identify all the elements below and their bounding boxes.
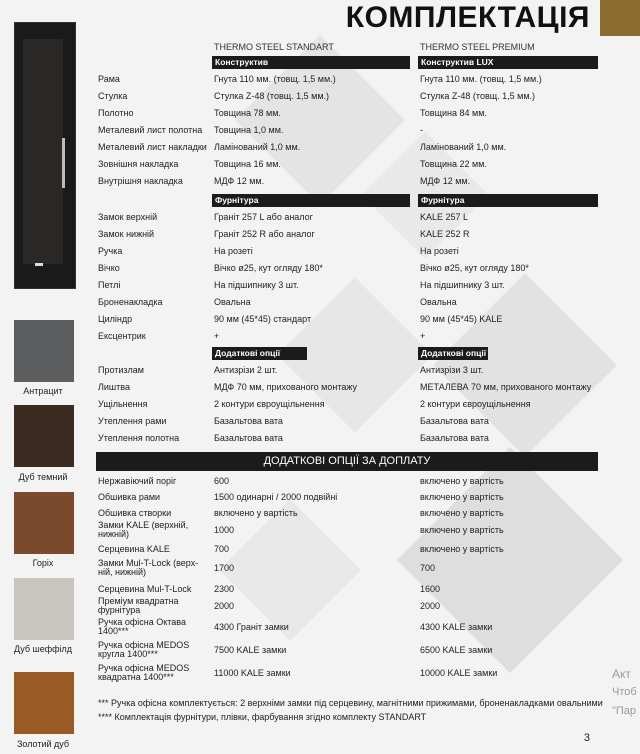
table-row bbox=[98, 663, 598, 682]
premium-value: МДФ 12 мм. bbox=[420, 176, 471, 186]
table-row bbox=[98, 72, 598, 88]
table-row bbox=[98, 363, 598, 379]
premium-value: включено у вартість bbox=[420, 525, 504, 535]
premium-value: включено у вартість bbox=[420, 492, 504, 502]
row-label: Замки Mul-T-Lock (верх-ній, нижній) bbox=[98, 558, 199, 577]
standart-value: 700 bbox=[214, 544, 230, 554]
row-label: Полотно bbox=[98, 108, 134, 118]
section-bar-fittings-standart: Фурнітура bbox=[212, 194, 410, 207]
row-label: Обшивка рами bbox=[98, 492, 161, 502]
row-label: Ручка bbox=[98, 246, 123, 256]
standart-value: 4300 Граніт замки bbox=[214, 622, 289, 632]
standart-value: + bbox=[214, 331, 220, 341]
standart-value: 90 мм (45*45) стандарт bbox=[214, 314, 312, 324]
row-label: Ручка офісна MEDOS кругла 1400*** bbox=[98, 640, 190, 659]
row-label: Замок нижній bbox=[98, 229, 155, 239]
premium-value: Товщина 84 мм. bbox=[420, 108, 487, 118]
premium-value: включено у вартість bbox=[420, 508, 504, 518]
premium-value: Вічко ø25, кут огляду 180* bbox=[420, 263, 529, 273]
table-row bbox=[98, 210, 598, 226]
swatch-label: Горіх bbox=[32, 558, 54, 568]
table-row bbox=[98, 617, 598, 636]
swatch-dub-sheffild bbox=[14, 578, 74, 640]
standart-value: 1000 bbox=[214, 525, 235, 535]
table-row bbox=[98, 596, 598, 615]
standart-value: Базальтова вата bbox=[214, 416, 283, 426]
table-row bbox=[98, 227, 598, 243]
premium-value: KALE 252 R bbox=[420, 229, 470, 239]
table-row bbox=[98, 278, 598, 294]
premium-value: включено у вартість bbox=[420, 476, 504, 486]
premium-value: МЕТАЛЕВА 70 мм, прихованого монтажу bbox=[420, 382, 592, 392]
table-row bbox=[98, 244, 598, 260]
standart-value: Ламінований 1,0 мм. bbox=[214, 142, 301, 152]
table-row bbox=[98, 106, 598, 122]
section-bar-construct-premium: Конструктив LUX bbox=[418, 56, 598, 69]
column-header-premium: THERMO STEEL PREMIUM bbox=[420, 42, 535, 52]
door-handle bbox=[62, 138, 65, 188]
table-row bbox=[98, 520, 598, 539]
standart-value: 600 bbox=[214, 476, 230, 486]
table-row bbox=[98, 261, 598, 277]
premium-value: Стулка Z-48 (товщ. 1,5 мм.) bbox=[420, 91, 536, 101]
row-label: Замки KALE (верхній, нижній) bbox=[98, 520, 189, 539]
row-label: Ущільнення bbox=[98, 399, 148, 409]
swatch-dub-temnyi bbox=[14, 405, 74, 467]
table-row bbox=[98, 542, 598, 558]
row-label: Внутрішня накладка bbox=[98, 176, 183, 186]
row-label: Вічко bbox=[98, 263, 120, 273]
premium-value: Товщина 22 мм. bbox=[420, 159, 487, 169]
premium-value: 2000 bbox=[420, 601, 441, 611]
swatch-label: Антрацит bbox=[23, 386, 63, 396]
footnote-standart: **** Комплектація фурнітури, плівки, фарбування згідно комплекту STANDART bbox=[98, 712, 427, 722]
swatch-label: Дуб шеффілд bbox=[13, 644, 73, 654]
row-label: Ручка офісна Октава 1400*** bbox=[98, 617, 186, 636]
premium-value: Базальтова вата bbox=[420, 416, 489, 426]
standart-value: На розеті bbox=[214, 246, 253, 256]
row-label: Замок верхній bbox=[98, 212, 158, 222]
door-panel bbox=[23, 39, 63, 264]
table-row bbox=[98, 312, 598, 328]
section-bar-extra-standart: Додаткові опції bbox=[212, 347, 307, 360]
row-label: Металевий лист накладки bbox=[98, 142, 207, 152]
row-label: Металевий лист полотна bbox=[98, 125, 203, 135]
table-row bbox=[98, 157, 598, 173]
row-label: Зовнішня накладка bbox=[98, 159, 179, 169]
standart-value: МДФ 12 мм. bbox=[214, 176, 265, 186]
standart-value: 1700 bbox=[214, 563, 235, 573]
standart-value: 7500 KALE замки bbox=[214, 645, 287, 655]
standart-value: Овальна bbox=[214, 297, 251, 307]
row-label: Броненакладка bbox=[98, 297, 163, 307]
row-label: Утеплення полотна bbox=[98, 433, 180, 443]
premium-value: включено у вартість bbox=[420, 544, 504, 554]
row-label: Петлі bbox=[98, 280, 121, 290]
table-row bbox=[98, 474, 598, 490]
left-column bbox=[0, 0, 86, 754]
table-row bbox=[98, 380, 598, 396]
section-bar-fittings-premium: Фурнітура bbox=[418, 194, 598, 207]
standart-value: Стулка Z-48 (товщ. 1,5 мм.) bbox=[214, 91, 330, 101]
standart-value: Граніт 252 R або аналог bbox=[214, 229, 315, 239]
swatch-label: Дуб темний bbox=[18, 472, 68, 482]
premium-value: Антизрізи 3 шт. bbox=[420, 365, 484, 375]
table-row bbox=[98, 174, 598, 190]
swatch-antracit bbox=[14, 320, 74, 382]
premium-value: + bbox=[420, 331, 426, 341]
premium-value: 90 мм (45*45) KALE bbox=[420, 314, 503, 324]
swatch-label: Золотий дуб bbox=[16, 739, 70, 749]
table-row bbox=[98, 140, 598, 156]
row-label: Ексцентрик bbox=[98, 331, 146, 341]
standart-value: 2300 bbox=[214, 584, 235, 594]
standart-value: На підшипнику 3 шт. bbox=[214, 280, 299, 290]
table-row bbox=[98, 89, 598, 105]
table-row bbox=[98, 490, 598, 506]
swatch-gorikh bbox=[14, 492, 74, 554]
row-label: Протизлам bbox=[98, 365, 144, 375]
table-row bbox=[98, 414, 598, 430]
premium-value: 4300 KALE замки bbox=[420, 622, 493, 632]
paid-options-title: ДОДАТКОВІ ОПЦІЇ ЗА ДОПЛАТУ bbox=[96, 452, 598, 471]
gold-accent-bar bbox=[600, 0, 640, 36]
standart-value: 2000 bbox=[214, 601, 235, 611]
page-number: 3 bbox=[583, 732, 590, 744]
table-row bbox=[98, 123, 598, 139]
page-title: КОМПЛЕКТАЦІЯ bbox=[345, 1, 590, 34]
watermark-line: Акт bbox=[612, 667, 631, 681]
table-row bbox=[98, 329, 598, 345]
table-row bbox=[98, 295, 598, 311]
table-row bbox=[98, 397, 598, 413]
row-label: Серцевина Mul-T-Lock bbox=[98, 584, 192, 594]
standart-value: включено у вартість bbox=[214, 508, 298, 518]
section-bar-construct-standart: Конструктив bbox=[212, 56, 410, 69]
premium-value: На підшипнику 3 шт. bbox=[420, 280, 505, 290]
standart-value: Товщина 16 мм. bbox=[214, 159, 281, 169]
standart-value: Гнута 110 мм. (товщ. 1,5 мм.) bbox=[214, 74, 336, 84]
standart-value: Антизрізи 2 шт. bbox=[214, 365, 278, 375]
row-label: Нержавіючий поріг bbox=[98, 476, 177, 486]
swatch-zolotyi-dub bbox=[14, 672, 74, 734]
watermark-line: "Пар bbox=[612, 705, 637, 717]
table-row bbox=[98, 431, 598, 447]
footnote-office-handle: *** Ручка офісна комплектується: 2 верхніми замки під серцевину, магнітними прижимами, броненакладками овальними bbox=[98, 698, 603, 708]
premium-value: 700 bbox=[420, 563, 436, 573]
premium-value: 6500 KALE замки bbox=[420, 645, 493, 655]
standart-value: Граніт 257 L або аналог bbox=[214, 212, 313, 222]
standart-value: 1500 одинарні / 2000 подвійні bbox=[214, 492, 338, 502]
premium-value: - bbox=[420, 125, 423, 135]
premium-value: Гнута 110 мм. (товщ. 1,5 мм.) bbox=[420, 74, 542, 84]
row-label: Серцевина KALE bbox=[98, 544, 170, 554]
premium-value: KALE 257 L bbox=[420, 212, 469, 222]
premium-value: 10000 KALE замки bbox=[420, 668, 498, 678]
row-label: Циліндр bbox=[98, 314, 133, 324]
standart-value: Базальтова вата bbox=[214, 433, 283, 443]
premium-value: Базальтова вата bbox=[420, 433, 489, 443]
premium-value: Овальна bbox=[420, 297, 457, 307]
premium-value: На розеті bbox=[420, 246, 459, 256]
standart-value: 2 контури євроущільнення bbox=[214, 399, 325, 409]
standart-value: 11000 KALE замки bbox=[214, 668, 291, 678]
header bbox=[346, 0, 596, 36]
column-header-standart: THERMO STEEL STANDART bbox=[214, 42, 334, 52]
premium-value: 2 контури євроущільнення bbox=[420, 399, 531, 409]
row-label: Ручка офісна MEDOS квадратна 1400*** bbox=[98, 663, 190, 682]
standart-value: Товщина 1,0 мм. bbox=[214, 125, 284, 135]
section-bar-extra-premium: Додаткові опції bbox=[418, 347, 488, 360]
premium-value: 1600 bbox=[420, 584, 441, 594]
standart-value: Вічко ø25, кут огляду 180* bbox=[214, 263, 323, 273]
premium-value: Ламінований 1,0 мм. bbox=[420, 142, 507, 152]
standart-value: Товщина 78 мм. bbox=[214, 108, 281, 118]
watermark-line: Чтоб bbox=[612, 686, 637, 698]
row-label: Преміум квадратна фурнітура bbox=[98, 596, 179, 615]
row-label: Рама bbox=[98, 74, 120, 84]
door-glint bbox=[35, 263, 43, 266]
table-row bbox=[98, 558, 598, 577]
row-label: Обшивка створки bbox=[98, 508, 172, 518]
table-row bbox=[98, 640, 598, 659]
row-label: Лиштва bbox=[98, 382, 130, 392]
door-image bbox=[14, 22, 76, 289]
row-label: Утеплення рами bbox=[98, 416, 167, 426]
standart-value: МДФ 70 мм, прихованого монтажу bbox=[214, 382, 357, 392]
row-label: Стулка bbox=[98, 91, 128, 101]
